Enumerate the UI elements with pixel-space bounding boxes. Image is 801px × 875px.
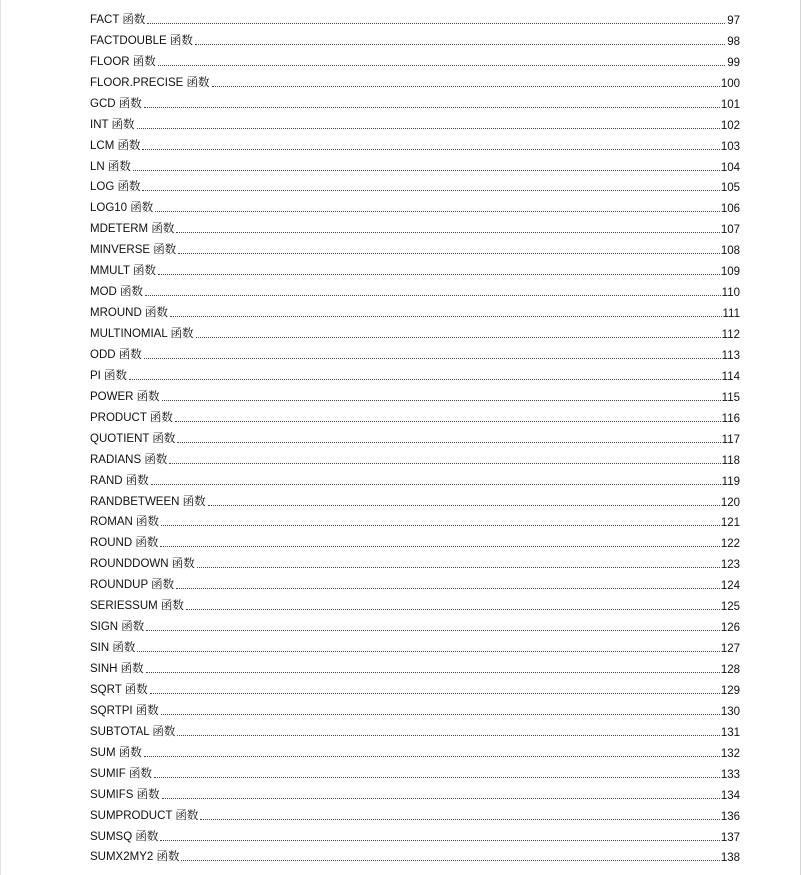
toc-entry-title: ROUND 函数	[90, 537, 159, 550]
toc-entry-title: SUM 函数	[90, 746, 142, 759]
toc-entry-page: 114	[721, 370, 740, 383]
toc-entry-page: 115	[721, 391, 740, 404]
toc-dot-leader	[158, 274, 720, 275]
toc-entry[interactable]	[90, 341, 740, 362]
toc-entry-page: 103	[720, 140, 740, 153]
toc-entry[interactable]	[90, 194, 740, 215]
toc-entry-page: 116	[721, 412, 740, 425]
toc-dot-leader	[144, 107, 720, 108]
toc-entry[interactable]	[90, 153, 740, 174]
toc-entry-title: ROUNDDOWN 函数	[90, 558, 195, 571]
toc-entry[interactable]	[90, 488, 740, 509]
toc-entry-page: 129	[720, 684, 740, 697]
toc-entry-page: 98	[727, 35, 740, 48]
toc-dot-leader	[196, 337, 721, 338]
toc-entry-page: 136	[720, 810, 740, 823]
toc-dot-leader	[158, 65, 725, 66]
toc-entry-page: 113	[721, 349, 740, 362]
toc-entry-title: SUMIFS 函数	[90, 788, 160, 801]
toc-dot-leader	[137, 128, 720, 129]
toc-entry-title: SUMX2MY2 函数	[90, 851, 180, 864]
toc-dot-leader	[161, 525, 720, 526]
toc-entry-title: POWER 函数	[90, 390, 160, 403]
toc-dot-leader	[147, 23, 725, 24]
toc-entry[interactable]	[90, 320, 740, 341]
toc-entry[interactable]	[90, 718, 740, 739]
toc-entry[interactable]	[90, 697, 740, 718]
toc-dot-leader	[177, 442, 720, 443]
toc-entry[interactable]	[90, 278, 740, 299]
toc-entry[interactable]	[90, 802, 740, 823]
toc-entry[interactable]	[90, 425, 740, 446]
toc-entry[interactable]	[90, 550, 740, 571]
toc-entry[interactable]	[90, 299, 740, 320]
toc-entry[interactable]	[90, 760, 740, 781]
toc-dot-leader	[181, 860, 719, 861]
toc-entry-page: 110	[721, 287, 740, 300]
toc-entry-title: GCD 函数	[90, 97, 142, 110]
toc-entry-page: 105	[720, 182, 740, 195]
toc-entry-title: SUMPRODUCT 函数	[90, 809, 199, 822]
toc-entry[interactable]	[90, 90, 740, 111]
toc-dot-leader	[176, 232, 719, 233]
toc-dot-leader	[176, 588, 720, 589]
toc-entry-title: RAND 函数	[90, 474, 149, 487]
toc-entry-title: INT 函数	[90, 118, 135, 131]
toc-entry-page: 122	[720, 538, 740, 551]
toc-entry[interactable]	[90, 676, 740, 697]
toc-entry-title: PRODUCT 函数	[90, 411, 173, 424]
toc-entry[interactable]	[90, 571, 740, 592]
toc-entry-page: 126	[720, 622, 740, 635]
toc-dot-leader	[144, 358, 721, 359]
toc-entry-page: 128	[720, 664, 740, 676]
toc-entry-title: SUMSQ 函数	[90, 830, 159, 843]
toc-dot-leader	[162, 400, 721, 401]
toc-entry[interactable]	[90, 655, 740, 676]
toc-dot-leader	[212, 86, 720, 87]
toc-dot-leader	[144, 756, 720, 757]
toc-entry-page: 117	[721, 433, 740, 446]
toc-entry-title: MOD 函数	[90, 286, 144, 299]
toc-dot-leader	[137, 651, 719, 652]
toc-dot-leader	[161, 714, 720, 715]
toc-entry-page: 120	[720, 496, 740, 509]
toc-entry-page: 130	[720, 705, 740, 718]
toc-entry-page: 123	[720, 559, 740, 572]
table-of-contents	[90, 6, 740, 864]
toc-entry-title: FLOOR.PRECISE 函数	[90, 76, 210, 89]
toc-entry-title: PI 函数	[90, 369, 128, 382]
toc-entry-page: 97	[727, 14, 740, 27]
toc-dot-leader	[129, 379, 721, 380]
toc-entry-title: FACT 函数	[90, 13, 146, 26]
toc-entry[interactable]	[90, 529, 740, 550]
toc-dot-leader	[200, 819, 719, 820]
toc-dot-leader	[160, 840, 719, 841]
toc-dot-leader	[178, 253, 720, 254]
toc-dot-leader	[142, 149, 719, 150]
toc-entry[interactable]	[90, 404, 740, 425]
toc-entry-title: LCM 函数	[90, 139, 141, 152]
toc-entry-title: RANDBETWEEN 函数	[90, 495, 206, 508]
toc-entry-page: 124	[720, 580, 740, 593]
toc-entry[interactable]	[90, 739, 740, 760]
toc-entry-title: FLOOR 函数	[90, 55, 156, 68]
toc-entry-title: SIN 函数	[90, 642, 136, 655]
toc-entry-page: 109	[720, 266, 740, 279]
toc-entry[interactable]	[90, 362, 740, 383]
toc-entry-page: 133	[720, 768, 740, 781]
toc-dot-leader	[151, 484, 721, 485]
toc-dot-leader	[186, 609, 720, 610]
toc-entry-page: 111	[722, 308, 740, 321]
toc-entry-page: 99	[727, 56, 740, 69]
toc-entry-title: MULTINOMIAL 函数	[90, 328, 194, 340]
toc-entry-page: 102	[720, 119, 740, 132]
toc-entry-title: ROMAN 函数	[90, 516, 159, 529]
toc-entry[interactable]	[90, 509, 740, 530]
toc-entry[interactable]	[90, 6, 740, 27]
toc-entry-title: LN 函数	[90, 160, 131, 173]
toc-entry-title: SINH 函数	[90, 663, 144, 675]
toc-entry-page: 121	[720, 517, 740, 530]
toc-entry[interactable]	[90, 48, 740, 69]
toc-entry-page: 138	[720, 852, 740, 865]
toc-entry-title: MROUND 函数	[90, 307, 168, 320]
toc-entry-title: SERIESSUM 函数	[90, 600, 184, 613]
toc-entry[interactable]	[90, 69, 740, 90]
toc-entry[interactable]	[90, 823, 740, 844]
toc-entry-page: 125	[720, 601, 740, 614]
toc-entry[interactable]	[90, 844, 740, 865]
toc-dot-leader	[146, 672, 720, 673]
toc-entry[interactable]	[90, 613, 740, 634]
toc-dot-leader	[155, 211, 720, 212]
toc-entry-title: ROUNDUP 函数	[90, 579, 175, 592]
toc-dot-leader	[197, 567, 720, 568]
toc-entry-title: QUOTIENT 函数	[90, 432, 176, 445]
toc-entry-page: 137	[720, 831, 740, 844]
toc-dot-leader	[146, 630, 720, 631]
toc-dot-leader	[154, 777, 720, 778]
toc-entry[interactable]	[90, 27, 740, 48]
toc-entry[interactable]	[90, 634, 740, 655]
toc-dot-leader	[142, 190, 719, 191]
toc-entry-title: LOG 函数	[90, 181, 141, 194]
toc-entry-page: 131	[720, 726, 740, 739]
toc-entry-page: 134	[720, 789, 740, 802]
toc-entry-page: 104	[720, 161, 740, 174]
toc-entry-title: FACTDOUBLE 函数	[90, 34, 193, 47]
toc-entry-page: 118	[721, 454, 740, 467]
toc-entry[interactable]	[90, 174, 740, 195]
toc-entry-page: 119	[721, 475, 740, 488]
toc-dot-leader	[150, 693, 720, 694]
toc-entry-title: SQRT 函数	[90, 683, 148, 696]
toc-entry[interactable]	[90, 781, 740, 802]
toc-entry-page: 107	[720, 224, 740, 237]
toc-entry[interactable]	[90, 132, 740, 153]
toc-entry-title: SUMIF 函数	[90, 767, 152, 780]
toc-entry-title: SUBTOTAL 函数	[90, 725, 176, 738]
toc-dot-leader	[170, 316, 722, 317]
toc-entry-page: 112	[721, 329, 740, 341]
toc-dot-leader	[208, 505, 720, 506]
toc-entry-page: 108	[720, 245, 740, 258]
toc-dot-leader	[175, 421, 721, 422]
toc-entry-title: LOG10 函数	[90, 202, 154, 215]
toc-entry-title: RADIANS 函数	[90, 453, 168, 466]
toc-entry-title: ODD 函数	[90, 348, 142, 361]
toc-entry[interactable]	[90, 383, 740, 404]
toc-entry-page: 106	[720, 203, 740, 216]
toc-dot-leader	[160, 546, 719, 547]
toc-entry[interactable]	[90, 111, 740, 132]
toc-entry-page: 127	[720, 643, 740, 656]
toc-entry-page: 101	[720, 98, 740, 111]
toc-dot-leader	[162, 798, 720, 799]
toc-entry-page: 100	[720, 77, 740, 90]
toc-dot-leader	[169, 463, 720, 464]
toc-dot-leader	[133, 170, 720, 171]
toc-entry-page: 132	[720, 747, 740, 760]
toc-entry-title: SQRTPI 函数	[90, 704, 159, 717]
toc-entry[interactable]	[90, 592, 740, 613]
toc-dot-leader	[177, 735, 719, 736]
toc-entry-title: MINVERSE 函数	[90, 244, 177, 257]
toc-entry-title: SIGN 函数	[90, 621, 145, 634]
toc-dot-leader	[145, 295, 721, 296]
toc-entry[interactable]	[90, 257, 740, 278]
toc-entry[interactable]	[90, 215, 740, 236]
toc-entry-title: MMULT 函数	[90, 265, 157, 278]
toc-entry[interactable]	[90, 446, 740, 467]
toc-entry[interactable]	[90, 236, 740, 257]
toc-dot-leader	[195, 44, 725, 45]
toc-entry-title: MDETERM 函数	[90, 223, 175, 236]
toc-entry[interactable]	[90, 467, 740, 488]
